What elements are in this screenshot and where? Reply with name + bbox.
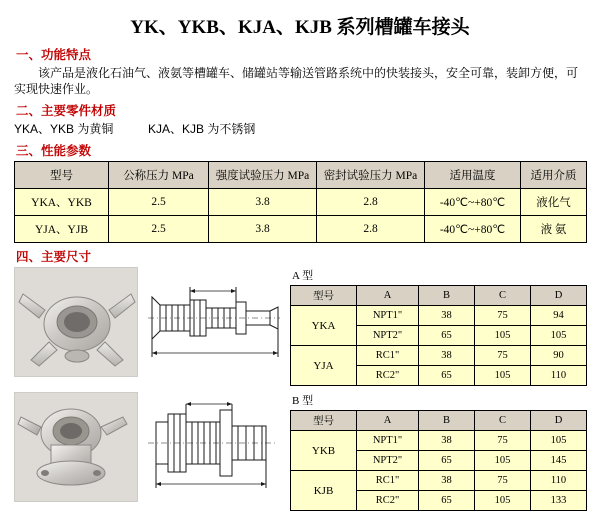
column-header: A: [357, 286, 419, 306]
table-cell: 75: [475, 306, 531, 326]
column-header: 型号: [15, 162, 109, 189]
table-cell: RC2": [357, 491, 419, 511]
column-header: D: [531, 411, 587, 431]
table-cell: 2.8: [317, 189, 425, 216]
section-heading-features: 一、功能特点: [16, 48, 92, 62]
table-cell: 105: [531, 326, 587, 346]
section-heading-performance: 三、性能参数: [16, 144, 92, 158]
table-cell: 94: [531, 306, 587, 326]
table-header-row: [15, 162, 587, 189]
product-photo-a: [14, 267, 138, 377]
table-cell: 液化气: [521, 189, 587, 216]
materials-right: KJA、KJB 为不锈钢: [148, 122, 256, 136]
table-cell: RC1": [357, 471, 419, 491]
table-cell: 105: [531, 431, 587, 451]
table-cell: 65: [419, 451, 475, 471]
dimension-table-b: [290, 410, 587, 511]
column-header: 公称压力 MPa: [109, 162, 209, 189]
table-cell: 2.5: [109, 216, 209, 243]
table-cell: 38: [419, 306, 475, 326]
table-cell: 2.8: [317, 216, 425, 243]
table-cell: -40℃~+80℃: [425, 189, 521, 216]
materials-line: [14, 121, 586, 137]
table-cell: 105: [475, 366, 531, 386]
technical-drawing-a: [142, 267, 282, 375]
table-cell: 75: [475, 431, 531, 451]
section-heading-dimensions: 四、主要尺寸: [16, 250, 92, 264]
column-header: B: [419, 286, 475, 306]
table-cell: YJA、YJB: [15, 216, 109, 243]
table-header-row: [291, 411, 587, 431]
table-cell: 3.8: [209, 189, 317, 216]
table-cell: RC1": [357, 346, 419, 366]
table-cell: 38: [419, 471, 475, 491]
column-header: 密封试验压力 MPa: [317, 162, 425, 189]
table-cell: NPT2": [357, 326, 419, 346]
table-header-row: [291, 286, 587, 306]
technical-drawing-b: [142, 392, 282, 500]
model-cell: YKA: [291, 306, 357, 346]
figure-row-b: [14, 392, 586, 511]
model-cell: YJA: [291, 346, 357, 386]
table-cell: NPT1": [357, 306, 419, 326]
column-header: C: [475, 286, 531, 306]
column-header: 强度试验压力 MPa: [209, 162, 317, 189]
dimension-table-a-label: A 型: [292, 270, 314, 282]
table-cell: 38: [419, 431, 475, 451]
table-cell: YKA、YKB: [15, 189, 109, 216]
table-cell: 液 氨: [521, 216, 587, 243]
table-cell: 75: [475, 471, 531, 491]
dimension-table-a: [290, 285, 587, 386]
table-row: [291, 431, 587, 451]
column-header: D: [531, 286, 587, 306]
page-title: YK、YKB、KJA、KJB 系列槽罐车接头: [130, 17, 470, 38]
table-cell: 110: [531, 471, 587, 491]
column-header: 型号: [291, 286, 357, 306]
table-cell: 38: [419, 346, 475, 366]
model-cell: KJB: [291, 471, 357, 511]
column-header: B: [419, 411, 475, 431]
dimension-table-a-wrap: [290, 267, 587, 386]
table-cell: 110: [531, 366, 587, 386]
column-header: 型号: [291, 411, 357, 431]
column-header: A: [357, 411, 419, 431]
table-cell: 75: [475, 346, 531, 366]
product-photo-b: [14, 392, 138, 502]
table-row: [15, 189, 587, 216]
table-cell: 65: [419, 366, 475, 386]
features-paragraph: 该产品是液化石油气、液氨等槽罐车、储罐站等输送管路系统中的快装接头，安全可靠，装卸方便，可实现快速作业。: [14, 66, 579, 96]
table-cell: NPT1": [357, 431, 419, 451]
table-cell: 2.5: [109, 189, 209, 216]
materials-left: YKA、YKB 为黄铜: [14, 122, 114, 136]
table-cell: 65: [419, 326, 475, 346]
table-cell: 65: [419, 491, 475, 511]
dimension-table-b-label: B 型: [292, 395, 314, 407]
table-cell: 133: [531, 491, 587, 511]
column-header: 适用介质: [521, 162, 587, 189]
column-header: 适用温度: [425, 162, 521, 189]
table-row: [291, 346, 587, 366]
table-cell: 105: [475, 491, 531, 511]
table-cell: -40℃~+80℃: [425, 216, 521, 243]
model-cell: YKB: [291, 431, 357, 471]
table-row: [15, 216, 587, 243]
section-heading-materials: 二、主要零件材质: [16, 104, 117, 118]
table-cell: 3.8: [209, 216, 317, 243]
figure-row-a: [14, 267, 586, 386]
table-cell: 105: [475, 326, 531, 346]
figures-area: [14, 267, 586, 511]
table-row: [291, 471, 587, 491]
performance-table: [14, 161, 587, 243]
dimension-table-b-wrap: [290, 392, 587, 511]
column-header: C: [475, 411, 531, 431]
table-cell: 145: [531, 451, 587, 471]
table-cell: 105: [475, 451, 531, 471]
table-row: [291, 306, 587, 326]
table-cell: NPT2": [357, 451, 419, 471]
table-cell: 90: [531, 346, 587, 366]
table-cell: RC2": [357, 366, 419, 386]
